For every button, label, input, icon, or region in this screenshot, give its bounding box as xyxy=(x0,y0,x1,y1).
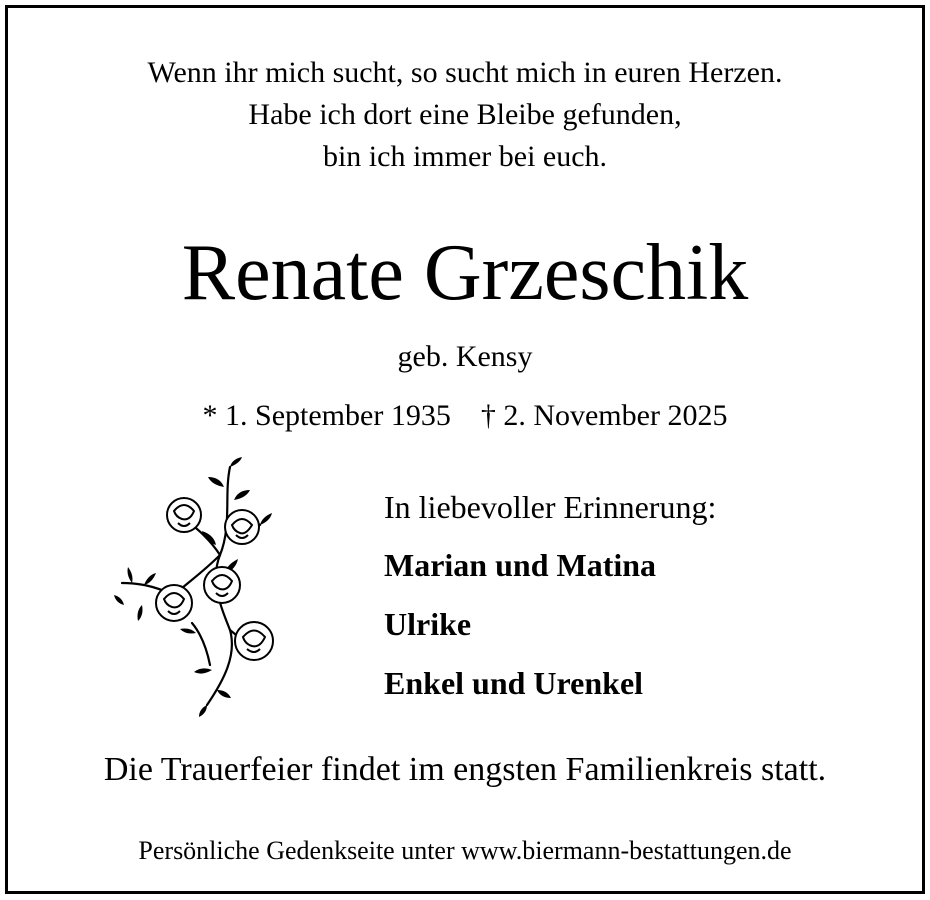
roses-icon xyxy=(112,455,282,720)
life-dates: * 1. September 1935 † 2. November 2025 xyxy=(202,399,728,432)
memorial-page-link[interactable]: Persönliche Gedenkseite unter www.biermann-bestattungen.de xyxy=(138,836,792,865)
poem-line-3: bin ich immer bei euch. xyxy=(322,140,608,173)
mourner-name: Marian und Matina xyxy=(384,547,657,583)
poem-line-1: Wenn ihr mich sucht, so sucht mich in euren Herzen. xyxy=(147,56,783,89)
mourner-name: Enkel und Urenkel xyxy=(384,665,644,701)
deceased-name: Renate Grzeschik xyxy=(181,229,749,317)
maiden-name: geb. Kensy xyxy=(397,340,533,373)
poem xyxy=(0,52,930,178)
poem-line-2: Habe ich dort eine Bleibe gefunden, xyxy=(248,98,682,131)
mourners-block xyxy=(384,485,716,720)
mourners-intro: In liebevoller Erinnerung: xyxy=(384,489,717,525)
ceremony-notice: Die Trauerfeier findet im engsten Familienkreis statt. xyxy=(103,751,827,788)
mourner-name: Ulrike xyxy=(384,606,472,642)
